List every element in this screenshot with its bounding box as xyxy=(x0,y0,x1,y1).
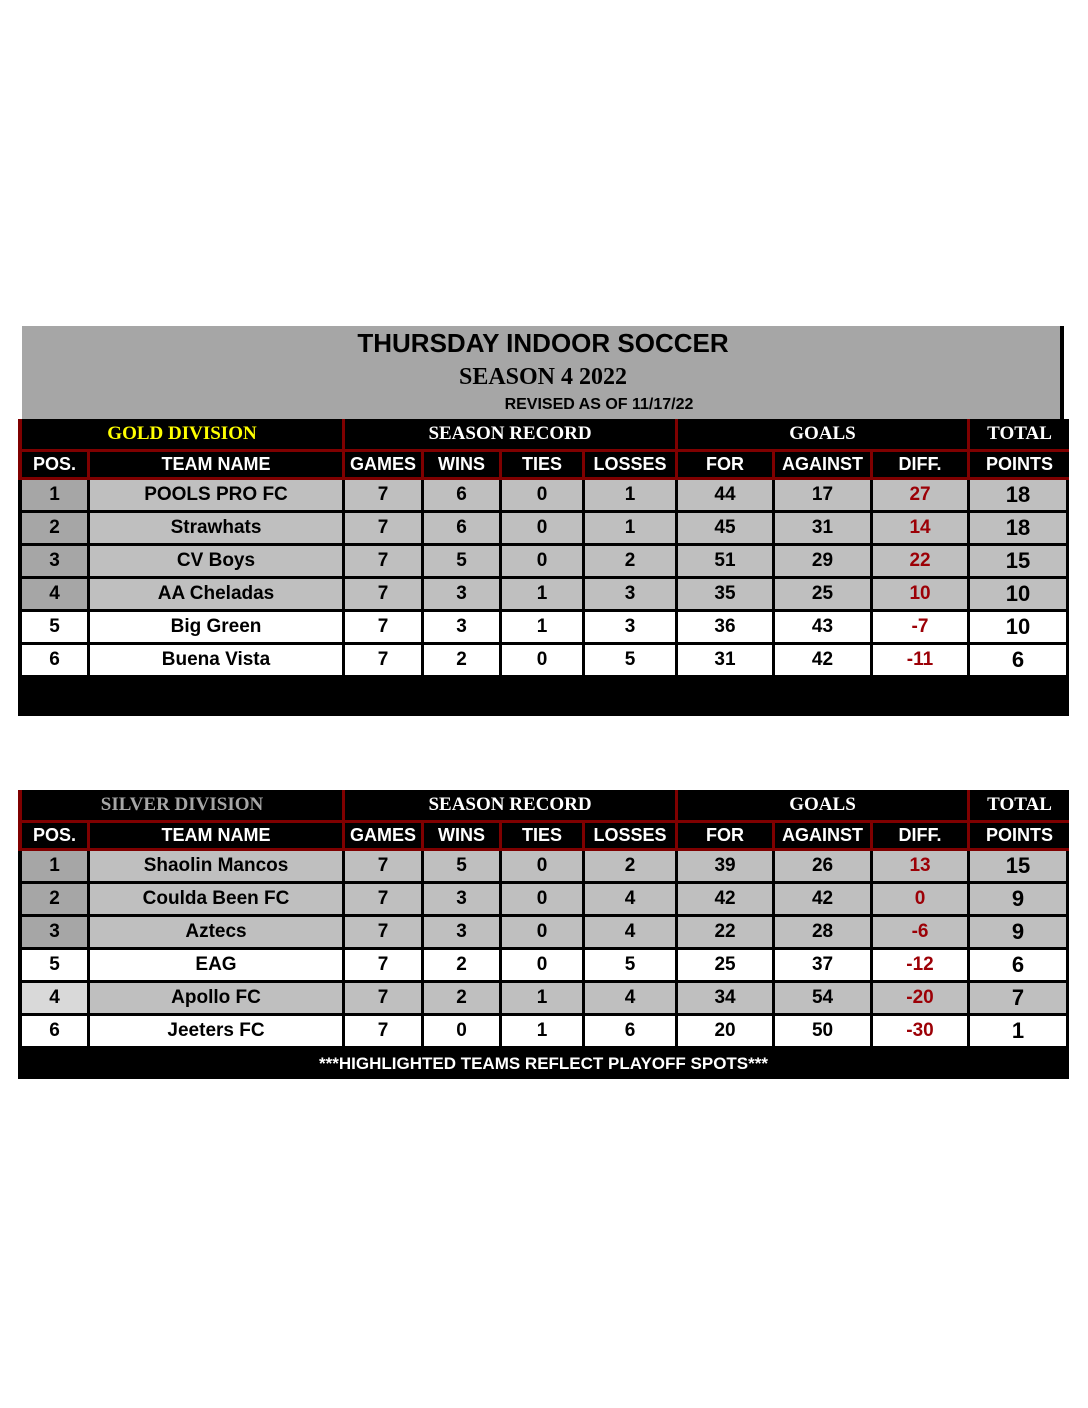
cell-games: 7 xyxy=(345,645,424,678)
cell-pos: 4 xyxy=(18,579,90,612)
cell-ties: 0 xyxy=(502,851,585,884)
cell-against: 25 xyxy=(775,579,873,612)
cell-ties: 0 xyxy=(502,645,585,678)
cell-for: 22 xyxy=(678,917,775,950)
col-wins: WINS xyxy=(424,823,502,851)
cell-for: 35 xyxy=(678,579,775,612)
cell-ties: 1 xyxy=(502,983,585,1016)
cell-pos: 5 xyxy=(18,950,90,983)
cell-points: 9 xyxy=(970,884,1069,917)
division-name: GOLD DIVISION xyxy=(18,419,345,452)
cell-wins: 2 xyxy=(424,645,502,678)
cell-for: 45 xyxy=(678,513,775,546)
cell-losses: 3 xyxy=(585,579,678,612)
col-losses: LOSSES xyxy=(585,823,678,851)
cell-for: 51 xyxy=(678,546,775,579)
cell-pos: 6 xyxy=(18,1016,90,1049)
col-pos: POS. xyxy=(18,452,90,480)
cell-wins: 3 xyxy=(424,612,502,645)
col-ties: TIES xyxy=(502,823,585,851)
season-record-header: SEASON RECORD xyxy=(345,790,678,823)
cell-pos: 1 xyxy=(18,480,90,513)
cell-ties: 1 xyxy=(502,1016,585,1049)
cell-pos: 2 xyxy=(18,513,90,546)
season-record-header: SEASON RECORD xyxy=(345,419,678,452)
table-row xyxy=(18,480,1069,513)
col-pos: POS. xyxy=(18,823,90,851)
column-header-row xyxy=(18,452,1069,480)
cell-games: 7 xyxy=(345,851,424,884)
cell-losses: 2 xyxy=(585,546,678,579)
cell-points: 6 xyxy=(970,950,1069,983)
cell-ties: 1 xyxy=(502,579,585,612)
table-row xyxy=(18,884,1069,917)
table-row xyxy=(18,645,1069,678)
table-row xyxy=(18,950,1069,983)
cell-team: Coulda Been FC xyxy=(90,884,345,917)
cell-points: 10 xyxy=(970,612,1069,645)
table-row xyxy=(18,513,1069,546)
cell-points: 7 xyxy=(970,983,1069,1016)
cell-points: 15 xyxy=(970,546,1069,579)
cell-ties: 0 xyxy=(502,513,585,546)
division-name: SILVER DIVISION xyxy=(18,790,345,823)
col-team: TEAM NAME xyxy=(90,452,345,480)
cell-diff: -12 xyxy=(873,950,970,983)
cell-pos: 3 xyxy=(18,546,90,579)
cell-wins: 0 xyxy=(424,1016,502,1049)
cell-diff: 22 xyxy=(873,546,970,579)
cell-losses: 4 xyxy=(585,884,678,917)
col-wins: WINS xyxy=(424,452,502,480)
cell-games: 7 xyxy=(345,513,424,546)
cell-for: 39 xyxy=(678,851,775,884)
cell-ties: 0 xyxy=(502,917,585,950)
cell-wins: 5 xyxy=(424,546,502,579)
cell-games: 7 xyxy=(345,950,424,983)
cell-wins: 2 xyxy=(424,950,502,983)
cell-wins: 3 xyxy=(424,917,502,950)
cell-wins: 2 xyxy=(424,983,502,1016)
cell-against: 17 xyxy=(775,480,873,513)
cell-against: 28 xyxy=(775,917,873,950)
cell-against: 50 xyxy=(775,1016,873,1049)
cell-team: CV Boys xyxy=(90,546,345,579)
cell-team: Big Green xyxy=(90,612,345,645)
cell-against: 54 xyxy=(775,983,873,1016)
cell-for: 31 xyxy=(678,645,775,678)
cell-games: 7 xyxy=(345,884,424,917)
cell-ties: 1 xyxy=(502,612,585,645)
cell-games: 7 xyxy=(345,612,424,645)
cell-diff: 14 xyxy=(873,513,970,546)
goals-header: GOALS xyxy=(678,790,970,823)
cell-diff: -11 xyxy=(873,645,970,678)
cell-points: 15 xyxy=(970,851,1069,884)
goals-header: GOALS xyxy=(678,419,970,452)
cell-team: Aztecs xyxy=(90,917,345,950)
cell-team: Shaolin Mancos xyxy=(90,851,345,884)
cell-losses: 3 xyxy=(585,612,678,645)
col-losses: LOSSES xyxy=(585,452,678,480)
cell-diff: 0 xyxy=(873,884,970,917)
cell-pos: 3 xyxy=(18,917,90,950)
table-row xyxy=(18,917,1069,950)
cell-games: 7 xyxy=(345,983,424,1016)
cell-ties: 0 xyxy=(502,884,585,917)
cell-for: 42 xyxy=(678,884,775,917)
gold-division-table xyxy=(18,419,1069,716)
cell-points: 18 xyxy=(970,513,1069,546)
total-header: TOTAL xyxy=(970,419,1069,452)
cell-losses: 5 xyxy=(585,645,678,678)
cell-losses: 4 xyxy=(585,917,678,950)
cell-for: 36 xyxy=(678,612,775,645)
cell-team: Jeeters FC xyxy=(90,1016,345,1049)
cell-against: 29 xyxy=(775,546,873,579)
col-for: FOR xyxy=(678,823,775,851)
cell-games: 7 xyxy=(345,480,424,513)
table-row xyxy=(18,546,1069,579)
cell-wins: 6 xyxy=(424,480,502,513)
cell-points: 10 xyxy=(970,579,1069,612)
col-diff: DIFF. xyxy=(873,823,970,851)
cell-pos: 1 xyxy=(18,851,90,884)
cell-ties: 0 xyxy=(502,480,585,513)
cell-games: 7 xyxy=(345,579,424,612)
col-against: AGAINST xyxy=(775,452,873,480)
table-row xyxy=(18,579,1069,612)
cell-against: 43 xyxy=(775,612,873,645)
cell-pos: 4 xyxy=(18,983,90,1016)
cell-team: Strawhats xyxy=(90,513,345,546)
cell-for: 20 xyxy=(678,1016,775,1049)
table-row xyxy=(18,612,1069,645)
silver-division-table xyxy=(18,790,1069,1079)
cell-wins: 5 xyxy=(424,851,502,884)
table-footer xyxy=(18,678,1069,716)
cell-pos: 2 xyxy=(18,884,90,917)
cell-points: 18 xyxy=(970,480,1069,513)
col-against: AGAINST xyxy=(775,823,873,851)
cell-wins: 3 xyxy=(424,579,502,612)
cell-points: 9 xyxy=(970,917,1069,950)
revised-date: REVISED AS OF 11/17/22 xyxy=(504,396,694,413)
cell-games: 7 xyxy=(345,917,424,950)
cell-diff: -6 xyxy=(873,917,970,950)
col-points: POINTS xyxy=(970,823,1069,851)
cell-diff: 13 xyxy=(873,851,970,884)
division-header-row xyxy=(18,790,1069,823)
cell-diff: -30 xyxy=(873,1016,970,1049)
cell-team: EAG xyxy=(90,950,345,983)
cell-against: 37 xyxy=(775,950,873,983)
cell-team: POOLS PRO FC xyxy=(90,480,345,513)
cell-for: 25 xyxy=(678,950,775,983)
cell-games: 7 xyxy=(345,546,424,579)
cell-against: 31 xyxy=(775,513,873,546)
col-team: TEAM NAME xyxy=(90,823,345,851)
col-ties: TIES xyxy=(502,452,585,480)
column-header-row xyxy=(18,823,1069,851)
col-diff: DIFF. xyxy=(873,452,970,480)
cell-against: 26 xyxy=(775,851,873,884)
cell-for: 34 xyxy=(678,983,775,1016)
cell-wins: 6 xyxy=(424,513,502,546)
cell-diff: -7 xyxy=(873,612,970,645)
cell-for: 44 xyxy=(678,480,775,513)
cell-losses: 6 xyxy=(585,1016,678,1049)
cell-losses: 2 xyxy=(585,851,678,884)
cell-losses: 4 xyxy=(585,983,678,1016)
cell-team: Buena Vista xyxy=(90,645,345,678)
cell-losses: 1 xyxy=(585,480,678,513)
page-title: THURSDAY INDOOR SOCCER xyxy=(357,328,729,358)
table-row xyxy=(18,983,1069,1016)
table-row xyxy=(18,851,1069,884)
cell-points: 1 xyxy=(970,1016,1069,1049)
cell-team: AA Cheladas xyxy=(90,579,345,612)
title-block xyxy=(22,326,1064,419)
cell-ties: 0 xyxy=(502,546,585,579)
cell-losses: 5 xyxy=(585,950,678,983)
cell-diff: -20 xyxy=(873,983,970,1016)
playoff-note: ***HIGHLIGHTED TEAMS REFLECT PLAYOFF SPOTS*** xyxy=(319,1054,768,1073)
col-points: POINTS xyxy=(970,452,1069,480)
cell-wins: 3 xyxy=(424,884,502,917)
cell-ties: 0 xyxy=(502,950,585,983)
cell-against: 42 xyxy=(775,884,873,917)
total-header: TOTAL xyxy=(970,790,1069,823)
division-header-row xyxy=(18,419,1069,452)
col-games: GAMES xyxy=(345,452,424,480)
cell-team: Apollo FC xyxy=(90,983,345,1016)
table-row xyxy=(18,1016,1069,1049)
cell-points: 6 xyxy=(970,645,1069,678)
table-footer xyxy=(18,1049,1069,1079)
col-for: FOR xyxy=(678,452,775,480)
cell-games: 7 xyxy=(345,1016,424,1049)
cell-pos: 5 xyxy=(18,612,90,645)
cell-losses: 1 xyxy=(585,513,678,546)
cell-against: 42 xyxy=(775,645,873,678)
col-games: GAMES xyxy=(345,823,424,851)
cell-diff: 27 xyxy=(873,480,970,513)
cell-pos: 6 xyxy=(18,645,90,678)
season-label: SEASON 4 2022 xyxy=(458,364,628,390)
cell-diff: 10 xyxy=(873,579,970,612)
